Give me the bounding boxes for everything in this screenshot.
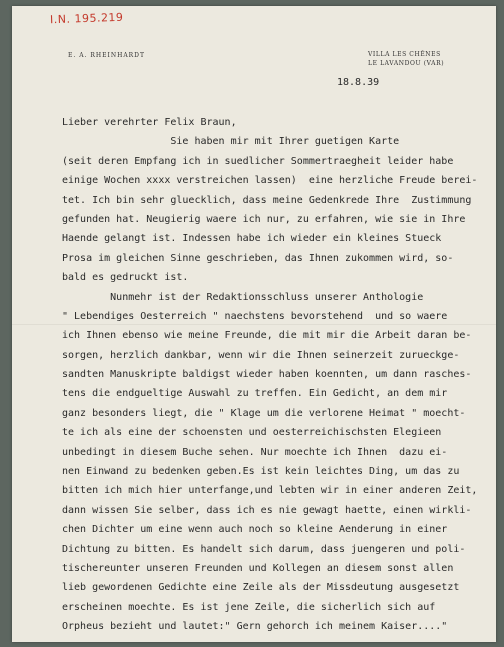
letter-line: dann wissen Sie selber, dass ich es nie gewagt haette, einen wirkli- [62, 504, 472, 516]
letter-date: 18.8.39 [337, 77, 380, 88]
archive-note: I.N. 195.219 [49, 10, 124, 27]
letter-line: Prosa im gleichen Sinne geschrieben, das Ihnen zukommen wird, so- [62, 252, 454, 264]
letter-line: tet. Ich bin sehr gluecklich, dass meine Gedenkrede Ihre Zustimmung [62, 194, 472, 206]
letter-line: " Lebendiges Oesterreich " naechstens bevorstehend und so waere [62, 310, 448, 322]
letter-line: tischereunter unseren Freunden und Kollegen an diesem sonst allen [62, 562, 454, 574]
letter-line: Nunmehr ist der Redaktionsschluss unserer Anthologie [62, 291, 424, 303]
address-line: LE LAVANDOU (VAR) [368, 60, 445, 67]
letter-line: ganz besonders liegt, die " Klage um die verlorene Heimat " moecht- [62, 407, 466, 419]
address-line: VILLA LES CHÊNES [368, 51, 441, 58]
letter-line: bald es gedruckt ist. [62, 272, 189, 284]
letter-line: (seit deren Empfang ich in suedlicher Sommertraegheit leider habe [62, 155, 454, 167]
letter-body [62, 113, 482, 637]
letter-line: ich Ihnen ebenso wie meine Freunde, die mit mir die Arbeit daran be- [62, 330, 472, 342]
letter-line: lieb gewordenen Gedichte eine Zeile als der Missdeutung ausgesetzt [62, 582, 460, 594]
letter-line: te ich als eine der schoensten und oesterreichischsten Elegieen [62, 427, 442, 439]
letter-line: Haende gelangt ist. Indessen habe ich wieder ein kleines Stueck [62, 233, 442, 245]
letter-line: erscheinen moechte. Es ist jene Zeile, die sicherlich sich auf [62, 601, 436, 613]
letter-page [12, 6, 496, 642]
letter-line: tens die endgueltige Auswahl zu treffen. Ein Gedicht, an dem mir [62, 388, 448, 400]
letterhead-sender: E. A. RHEINHARDT [68, 52, 145, 59]
letter-line: Orpheus bezieht und lautet:" Gern gehorch ich meinem Kaiser...." [62, 621, 448, 633]
letter-line: unbedingt in diesem Buche sehen. Nur moechte ich Ihnen dazu ei- [62, 446, 448, 458]
letter-line: gefunden hat. Neugierig waere ich nur, zu erfahren, wie sie in Ihre [62, 213, 466, 225]
letter-line: bitten ich mich hier unterfange,und lebten wir in einer anderen Zeit, [62, 485, 478, 497]
letter-line: Dichtung zu bitten. Es handelt sich darum, dass juengeren und poli- [62, 543, 466, 555]
letter-line: nen Einwand zu bedenken geben.Es ist kein leichtes Ding, um das zu [62, 466, 460, 478]
letter-line: chen Dichter um eine wenn auch noch so kleine Aenderung in einer [62, 524, 448, 536]
letter-line: Lieber verehrter Felix Braun, [62, 117, 237, 128]
letter-line: sorgen, herzlich dankbar, wenn wir die Ihnen seinerzeit zurueckge- [62, 349, 460, 361]
letterhead-address [368, 50, 444, 68]
letter-line: sandten Manuskripte baldigst wieder haben koennten, um dann rasches- [62, 369, 472, 381]
letter-line: Sie haben mir mit Ihrer guetigen Karte [62, 136, 400, 148]
letter-line: einige Wochen xxxx verstreichen lassen) eine herzliche Freude berei- [62, 175, 478, 187]
